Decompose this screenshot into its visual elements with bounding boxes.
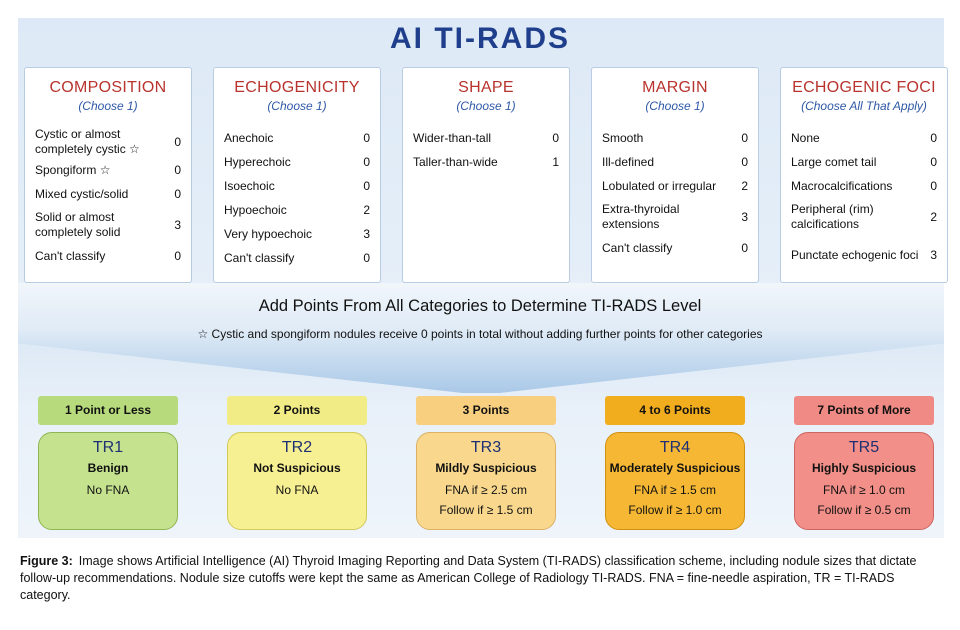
row-label: Mixed cystic/solid	[35, 186, 129, 201]
row-points: 0	[174, 248, 181, 263]
category-row	[602, 126, 748, 150]
category-rows	[602, 126, 748, 260]
row-label: Lobulated or irregular	[602, 178, 717, 193]
row-points: 0	[174, 134, 181, 149]
row-points: 0	[174, 186, 181, 201]
row-points: 0	[363, 250, 370, 265]
row-points: 0	[363, 130, 370, 145]
category-margin	[591, 67, 759, 283]
level-action-fna: FNA if ≥ 2.5 cm	[445, 483, 527, 497]
category-row	[791, 174, 937, 198]
row-label: Anechoic	[224, 130, 274, 145]
category-row	[602, 150, 748, 174]
row-label: Punctate echogenic foci	[791, 247, 919, 262]
row-points: 3	[174, 217, 181, 232]
row-label: None	[791, 130, 820, 145]
level-code: TR2	[281, 439, 313, 456]
level-box-tr3	[416, 432, 556, 530]
row-label: Extra-thyroidal extensions	[602, 202, 680, 231]
row-label: Wider-than-tall	[413, 130, 492, 145]
category-rows	[224, 126, 370, 270]
row-points: 0	[174, 162, 181, 177]
category-title: ECHOGENIC FOCI	[792, 79, 936, 96]
category-row	[791, 236, 937, 274]
level-action-follow: Follow if ≥ 0.5 cm	[817, 503, 911, 517]
level-description: Highly Suspicious	[811, 461, 916, 475]
row-label: Spongiform ☆	[35, 162, 111, 177]
row-points: 0	[930, 130, 937, 145]
category-title: COMPOSITION	[49, 79, 167, 96]
category-title: SHAPE	[458, 79, 514, 96]
row-points: 3	[741, 209, 748, 224]
figure-caption	[20, 553, 944, 604]
add-points-heading: Add Points From All Categories to Determine TI-RADS Level	[258, 297, 702, 315]
category-composition	[24, 67, 192, 283]
row-label: Solid or almost completely solid	[35, 210, 121, 239]
row-points: 0	[552, 130, 559, 145]
category-title: MARGIN	[642, 79, 708, 96]
points-label-tr1: 1 Point or Less	[38, 396, 178, 425]
row-label: Macrocalcifications	[791, 178, 893, 193]
category-row	[224, 150, 370, 174]
category-subtitle: (Choose 1)	[456, 99, 516, 113]
level-description: Mildly Suspicious	[435, 461, 537, 475]
level-description: Benign	[87, 461, 129, 475]
level-box-tr1	[38, 432, 178, 530]
row-points: 0	[741, 240, 748, 255]
category-row	[791, 150, 937, 174]
category-row	[35, 206, 181, 244]
category-row	[224, 174, 370, 198]
row-points: 0	[363, 154, 370, 169]
row-points: 0	[363, 178, 370, 193]
row-label: Can't classify	[35, 248, 106, 263]
category-row	[35, 244, 181, 268]
row-points: 2	[930, 209, 937, 224]
category-shape	[402, 67, 570, 283]
category-row	[35, 126, 181, 158]
category-rows	[413, 126, 559, 174]
cystic-note: ☆ Cystic and spongiform nodules receive 0 points in total without adding further points for other categories	[197, 327, 763, 341]
category-row	[224, 246, 370, 270]
level-box-tr2	[227, 432, 367, 530]
row-label: Peripheral (rim) calcifications	[791, 202, 874, 231]
level-box-tr5	[794, 432, 934, 530]
category-rows	[35, 126, 181, 268]
row-label: Large comet tail	[791, 154, 877, 169]
row-label: Isoechoic	[224, 178, 275, 193]
category-row	[224, 126, 370, 150]
row-label: Hyperechoic	[224, 154, 291, 169]
level-box-tr4	[605, 432, 745, 530]
row-label: Taller-than-wide	[413, 154, 498, 169]
category-row	[791, 198, 937, 236]
row-label: Cystic or almost completely cystic ☆	[35, 127, 140, 156]
category-subtitle: (Choose All That Apply)	[801, 99, 927, 113]
category-row	[224, 222, 370, 246]
row-points: 3	[930, 247, 937, 262]
points-label-tr4: 4 to 6 Points	[605, 396, 745, 425]
points-label-tr3: 3 Points	[416, 396, 556, 425]
row-label: Ill-defined	[602, 154, 655, 169]
page-title: AI TI-RADS	[390, 22, 570, 55]
category-echogenic-foci	[780, 67, 948, 283]
category-row	[224, 198, 370, 222]
category-row	[791, 126, 937, 150]
category-row	[35, 182, 181, 206]
level-action: No FNA	[86, 483, 130, 497]
row-points: 2	[741, 178, 748, 193]
category-row	[413, 150, 559, 174]
category-subtitle: (Choose 1)	[267, 99, 327, 113]
category-subtitle: (Choose 1)	[78, 99, 138, 113]
level-code: TR1	[92, 439, 124, 456]
caption-text: Image shows Artificial Intelligence (AI) Thyroid Imaging Reporting and Data System (TI-RADS) classification scheme, including nodule sizes that dictate follow-up recommendations. Nodule size cutoffs were kept the same as American College of Radiology TI-RADS. FNA = fine-needle aspiration, TR = TI-RADS category.	[20, 554, 917, 602]
category-title: ECHOGENICITY	[234, 79, 360, 96]
category-row	[602, 174, 748, 198]
row-label: Hypoechoic	[224, 202, 287, 217]
points-label-tr2: 2 Points	[227, 396, 367, 425]
points-label-tr5: 7 Points of More	[794, 396, 934, 425]
category-row	[602, 198, 748, 236]
category-row	[602, 236, 748, 260]
level-description: Moderately Suspicious	[609, 461, 741, 475]
level-code: TR3	[470, 439, 502, 456]
category-row	[35, 158, 181, 182]
row-label: Can't classify	[224, 250, 295, 265]
row-points: 3	[363, 226, 370, 241]
level-code: TR4	[659, 439, 691, 456]
level-action-follow: Follow if ≥ 1.5 cm	[439, 503, 533, 517]
row-points: 2	[363, 202, 370, 217]
category-rows	[791, 126, 937, 274]
row-points: 0	[930, 178, 937, 193]
category-row	[413, 126, 559, 150]
level-action: No FNA	[275, 483, 319, 497]
category-echogenicity	[213, 67, 381, 283]
row-label: Smooth	[602, 130, 644, 145]
level-code: TR5	[848, 439, 880, 456]
level-action-fna: FNA if ≥ 1.0 cm	[823, 483, 905, 497]
row-points: 1	[552, 154, 559, 169]
row-points: 0	[930, 154, 937, 169]
level-action-follow: Follow if ≥ 1.0 cm	[628, 503, 722, 517]
level-action-fna: FNA if ≥ 1.5 cm	[634, 483, 716, 497]
row-points: 0	[741, 154, 748, 169]
row-label: Very hypoechoic	[224, 226, 313, 241]
row-points: 0	[741, 130, 748, 145]
row-label: Can't classify	[602, 240, 673, 255]
caption-label: Figure 3:	[20, 554, 73, 568]
category-subtitle: (Choose 1)	[645, 99, 705, 113]
level-description: Not Suspicious	[253, 461, 341, 475]
